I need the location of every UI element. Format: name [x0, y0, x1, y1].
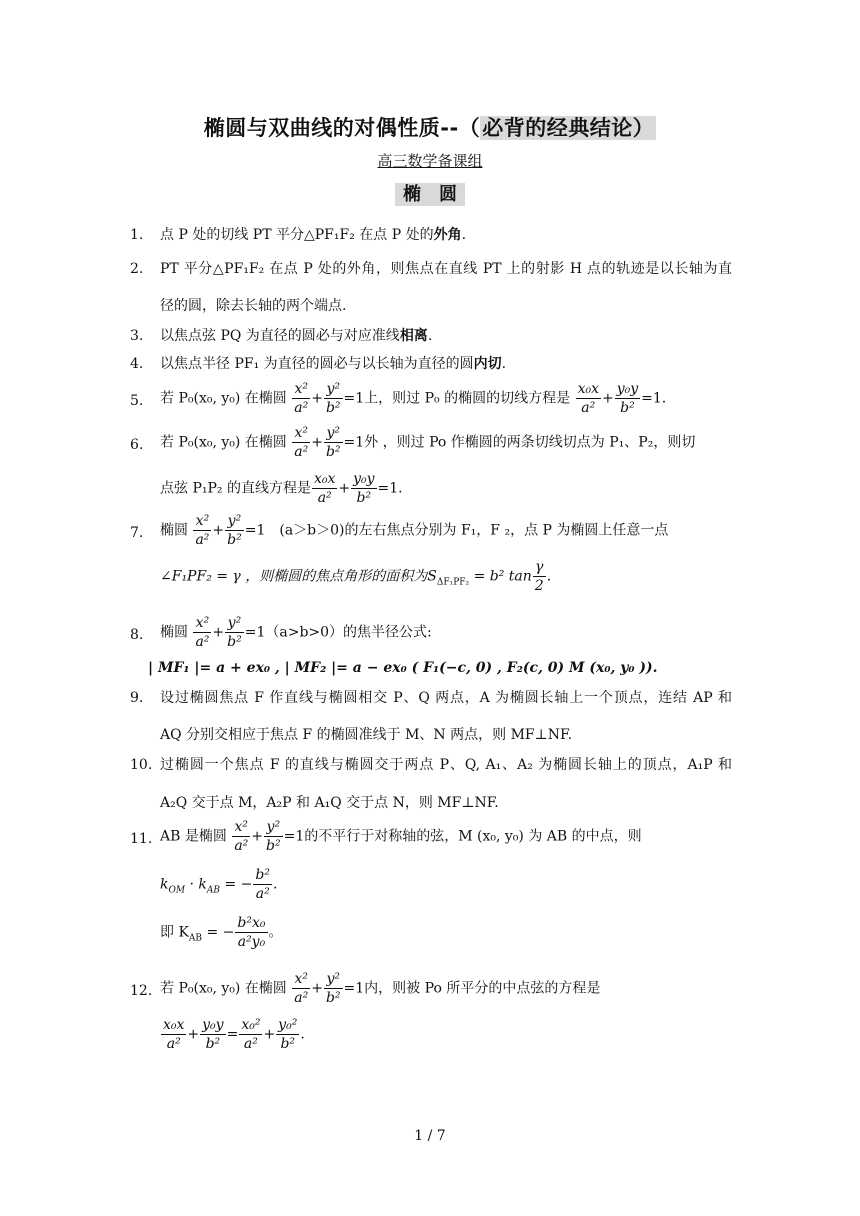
operator: .: [273, 876, 278, 893]
operator: +: [251, 828, 264, 845]
formula-fraction: [276, 1016, 299, 1053]
formula-subscript: AB: [206, 885, 221, 896]
formula-fraction: [324, 424, 343, 461]
item-text: [160, 614, 732, 651]
item-number: 1.: [130, 227, 144, 243]
operator: +: [311, 390, 323, 407]
numerator: y₀y: [202, 1017, 224, 1033]
formula-fraction: [232, 818, 250, 855]
denominator: b²: [325, 400, 341, 416]
item-text-plain: =1（a>b>0）的焦半径公式:: [244, 624, 432, 641]
operator: =: [226, 1026, 239, 1043]
denominator: 2: [534, 578, 544, 594]
formula-text: = −: [202, 924, 235, 941]
operator: .: [300, 1026, 305, 1043]
item-text-plain: 若 P₀(x₀, y₀) 在椭圆: [160, 434, 287, 451]
operator: +: [212, 624, 225, 641]
formula-text: S: [427, 568, 437, 585]
denominator: b²: [227, 634, 242, 650]
denominator: a²: [195, 532, 210, 548]
numerator: γ: [533, 558, 546, 577]
operator: +: [311, 434, 323, 451]
item-number: 12.: [130, 983, 153, 999]
denominator: a²y₀: [237, 934, 266, 950]
numerator: y₀²: [278, 1017, 298, 1033]
item-text: PT 平分△PF₁F₂ 在点 P 处的外角，则焦点在直线 PT 上的射影 H 点的轨迹是以长轴为直: [160, 261, 732, 277]
denominator: a²: [195, 634, 210, 650]
formula-fraction: [312, 470, 337, 507]
section-heading-label: 椭 圆: [395, 183, 465, 206]
page-title: [0, 112, 860, 142]
item-formula-line: [160, 1016, 305, 1053]
formula-fraction: [235, 914, 267, 951]
operator: +: [212, 522, 225, 539]
item-text-plain: 点 P 处的切线 PT 平分△PF₁F₂ 在点 P 处的: [160, 227, 434, 243]
item-number: 10.: [130, 757, 153, 773]
item-text-continued: [160, 558, 551, 595]
item-text: [160, 424, 732, 461]
numerator: x²: [292, 424, 310, 443]
formula-fraction: [193, 614, 211, 651]
item-text: [160, 818, 732, 855]
denominator: a²: [255, 886, 270, 902]
numerator: y²: [324, 970, 343, 989]
item-number: 3.: [130, 328, 144, 344]
item-text: [160, 380, 732, 417]
item-bold: 内切: [473, 356, 502, 372]
item-formula-line: [160, 914, 283, 951]
item-text-plain: 椭圆: [160, 522, 188, 539]
formula-fraction: [324, 970, 343, 1007]
formula-subscript: ΔF₁PF₂: [436, 577, 470, 588]
formula-subscript: OM: [168, 885, 186, 896]
item-text-plain: =1的不平行于对称轴的弦，M (x₀, y₀) 为 AB 的中点，则: [283, 828, 642, 845]
item-number: 9.: [130, 690, 144, 706]
denominator: a²: [243, 1036, 258, 1052]
numerator: y₀y: [353, 471, 375, 487]
numerator: x²: [193, 512, 211, 531]
numerator: y²: [324, 380, 343, 399]
item-text-plain: 点弦 P₁P₂ 的直线方程是: [160, 480, 311, 497]
denominator: b²: [325, 444, 341, 460]
denominator: a²: [234, 838, 249, 854]
item-text-plain: =1上，则过 P₀ 的椭圆的切线方程是: [343, 390, 571, 407]
item-text-continued: 径的圆，除去长轴的两个端点.: [160, 298, 347, 314]
denominator: a²: [166, 1036, 181, 1052]
numerator: x₀²: [241, 1017, 261, 1033]
formula-fraction: [264, 818, 283, 855]
item-text-plain: =1内，则被 Po 所平分的中点弦的方程是: [343, 980, 601, 997]
item-text-plain: .: [546, 568, 552, 585]
title-main: 椭圆与双曲线的对偶性质--（: [203, 116, 481, 140]
formula-text: 即 K: [160, 924, 189, 941]
numerator: x²: [292, 380, 310, 399]
item-number: 6.: [130, 437, 144, 453]
numerator: x²: [292, 970, 310, 989]
item-bold: 相离: [399, 328, 428, 344]
page-number: 1 / 7: [414, 1128, 446, 1144]
numerator: y²: [225, 512, 244, 531]
denominator: b²: [205, 1036, 221, 1052]
numerator: y²: [324, 424, 343, 443]
numerator: x²: [232, 818, 250, 837]
denominator: a²: [317, 490, 332, 506]
denominator: b²: [280, 1036, 296, 1052]
denominator: a²: [294, 990, 309, 1006]
item-number: 8.: [130, 627, 144, 643]
formula-text: k: [160, 876, 169, 893]
item-text-plain: 以焦点弦 PQ 为直径的圆必与对应准线: [160, 328, 400, 344]
denominator: a²: [581, 400, 596, 416]
operator: +: [601, 390, 614, 407]
formula-text: = b² tan: [469, 568, 532, 585]
denominator: b²: [266, 838, 281, 854]
denominator: b²: [227, 532, 242, 548]
item-text-plain: 若 P₀(x₀, y₀) 在椭圆: [160, 390, 287, 407]
item-text-tail: .: [501, 356, 507, 372]
formula-fraction: [292, 424, 310, 461]
operator: +: [311, 980, 323, 997]
operator: +: [263, 1026, 276, 1043]
item-text-plain: 若 P₀(x₀, y₀) 在椭圆: [160, 980, 287, 997]
formula-fraction: [351, 470, 376, 507]
item-text: [160, 357, 732, 371]
item-text: [160, 329, 732, 343]
formula-fraction: [225, 512, 244, 549]
formula-text: · k: [185, 876, 207, 893]
denominator: b²: [620, 400, 635, 416]
section-heading: [0, 180, 860, 206]
denominator: a²: [294, 400, 309, 416]
numerator: x₀x: [577, 381, 599, 397]
formula-fraction: [200, 1016, 225, 1053]
formula-fraction: [225, 614, 244, 651]
item-text-plain: =1.: [377, 480, 403, 497]
item-text-continued: A₂Q 交于点 M，A₂P 和 A₁Q 交于点 N，则 MF⊥NF.: [160, 795, 499, 811]
item-bold: 外角: [433, 227, 462, 243]
formula-text: = −: [220, 876, 253, 893]
denominator: a²: [294, 444, 309, 460]
numerator: y²: [225, 614, 244, 633]
item-number: 11.: [130, 831, 153, 847]
operator: +: [338, 480, 351, 497]
item-text: [160, 228, 732, 242]
formula-fraction: [292, 970, 310, 1007]
denominator: b²: [325, 990, 341, 1006]
numerator: y²: [264, 818, 283, 837]
formula-fraction: [161, 1016, 186, 1053]
item-text-tail: .: [461, 227, 467, 243]
formula-text: 。: [268, 924, 283, 941]
numerator: y₀y: [616, 381, 639, 397]
item-text: 过椭圆一个焦点 F 的直线与椭圆交于两点 P、Q, A₁、A₂ 为椭圆长轴上的顶点，A₁P 和: [160, 757, 732, 773]
item-formula-line: [160, 866, 277, 903]
numerator: b²: [255, 867, 270, 883]
formula-fraction: [533, 558, 546, 595]
item-text-plain: =1外 ，则过 Po 作椭圆的两条切线切点为 P₁、P₂，则切: [343, 434, 696, 451]
numerator: x₀x: [163, 1017, 185, 1033]
formula-fraction: [615, 380, 640, 417]
subtitle: 高三数学备课组: [377, 152, 483, 170]
formula-fraction: [292, 380, 310, 417]
numerator: x₀x: [313, 471, 336, 487]
formula-subscript: AB: [188, 933, 203, 944]
item-number: 7.: [130, 525, 144, 541]
formula-fraction: [253, 866, 272, 903]
formula-fraction: [239, 1016, 262, 1053]
item-text-plain: 椭圆: [160, 624, 188, 641]
item-number: 2.: [130, 261, 144, 277]
item-text-plain: =1.: [641, 390, 667, 407]
item-text-plain: ∠F₁PF₂ = γ ，则椭圆的焦点角形的面积为: [160, 568, 428, 585]
item-text: 设过椭圆焦点 F 作直线与椭圆相交 P、Q 两点，A 为椭圆长轴上一个顶点，连结 AP 和: [160, 690, 732, 706]
operator: +: [187, 1026, 200, 1043]
numerator: b²x₀: [237, 915, 266, 931]
item-text-continued: AQ 分别交相应于焦点 F 的椭圆准线于 M、N 两点，则 MF⊥NF.: [160, 727, 573, 743]
item-number: 4.: [130, 356, 144, 372]
item-text-plain: AB 是椭圆: [160, 828, 227, 845]
item-text-tail: .: [427, 328, 433, 344]
item-text-plain: 以焦点半径 PF₁ 为直径的圆必与以长轴为直径的圆: [160, 356, 474, 372]
item-formula-line: | MF₁ |= a + ex₀ , | MF₂ |= a − ex₀ ( F₁(−c, 0) , F₂(c, 0) M (x₀, y₀ )).: [148, 660, 658, 676]
formula-fraction: [576, 380, 601, 417]
formula-fraction: [324, 380, 343, 417]
item-number: 5.: [130, 393, 144, 409]
item-text: [160, 512, 732, 549]
numerator: x²: [193, 614, 211, 633]
item-text-continued: [160, 470, 403, 507]
item-text: [160, 970, 732, 1007]
item-text-plain: =1 (a＞b＞0)的左右焦点分别为 F₁，F ₂，点 P 为椭圆上任意一点: [244, 522, 669, 539]
title-highlight: 必背的经典结论）: [482, 116, 655, 140]
formula-fraction: [193, 512, 211, 549]
denominator: b²: [356, 490, 372, 506]
